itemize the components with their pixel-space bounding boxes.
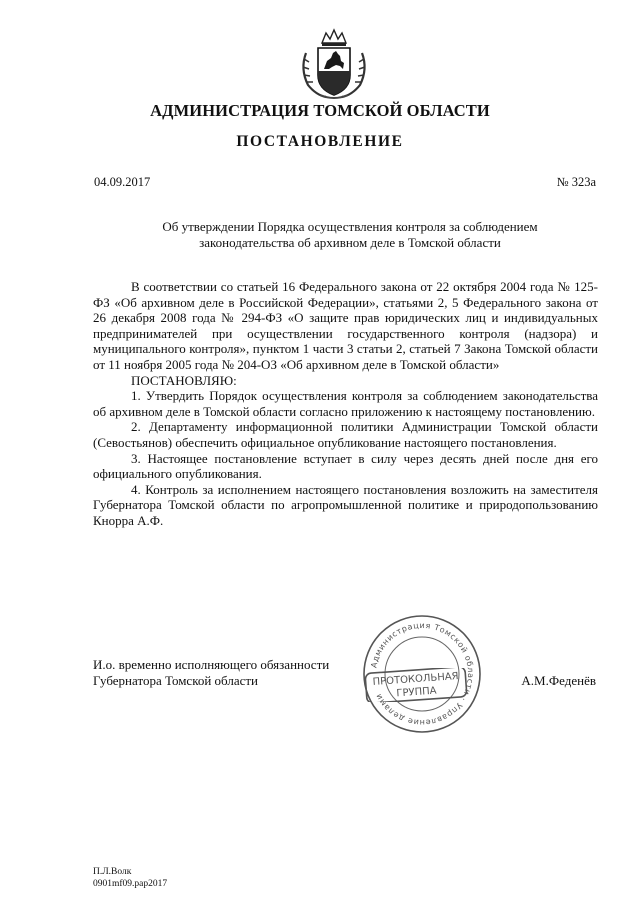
item-paragraph: 1. Утвердить Порядок осуществления контроля за соблюдением законодательства об архивном деле в Томской области согласно приложению к настоящему постановлению. [93,388,598,419]
signatory-position [93,657,363,689]
footer-note [93,866,167,890]
stamp-line: ПРОТОКОЛЬНАЯ [372,671,459,689]
document-number: № 323а [556,175,596,189]
position-line: И.о. временно исполняющего обязанности [93,657,330,672]
stamp-line: ГРУППА [396,685,437,700]
file-reference: 0901mf09.pap2017 [93,879,168,889]
document-type: ПОСТАНОВЛЕНИЕ [236,133,404,150]
signatory-name: А.М.Феденёв [521,673,596,688]
subject-line: законодательства об архивном деле в Томской области [199,235,501,250]
resolve-word: ПОСТАНОВЛЯЮ: [131,372,237,388]
seal-ring-text: Администрация Томской области · Управление делами [369,620,476,728]
author-initials: П.Л.Волк [93,867,132,877]
item-paragraph: 2. Департаменту информационной политики Администрации Томской области (Севостьянов) обеспечить официальное опубликование настоящего постановления. [93,419,598,450]
document-subject [130,219,570,251]
preamble-paragraph: В соответствии со статьей 16 Федерального закона от 22 октября 2004 года № 125-ФЗ «Об архивном деле в Российской Федерации», статьями 2, 5 Федерального закона от 26 декабря 2008 года № 294-ФЗ «О защите прав юридических лиц и индивидуальных предпринимателей при осуществлении государственного контроля (надзора) и муниципального контроля», пунктом 1 части 3 статьи 2, статьей 7 Закона Томской области от 11 ноября 2005 года № 204-ОЗ «Об архивном деле в Томской области» [93,279,598,372]
tomsk-coat-of-arms-icon [296,25,372,101]
protocol-stamp-icon [364,668,468,702]
org-title: АДМИНИСТРАЦИЯ ТОМСКОЙ ОБЛАСТИ [150,101,490,120]
position-line: Губернатора Томской области [93,673,259,688]
document-body [93,279,598,529]
item-paragraph: 3. Настоящее постановление вступает в силу через десять дней после дня его официального опубликования. [93,450,598,482]
item-paragraph: 4. Контроль за исполнением настоящего постановления возложить на заместителя Губернатора Томской области по агропромышленной политике и природопользованию Кнорра А.Ф. [93,481,598,528]
document-date: 04.09.2017 [94,175,151,189]
subject-line: Об утверждении Порядка осуществления контроля за соблюдением [162,219,538,234]
